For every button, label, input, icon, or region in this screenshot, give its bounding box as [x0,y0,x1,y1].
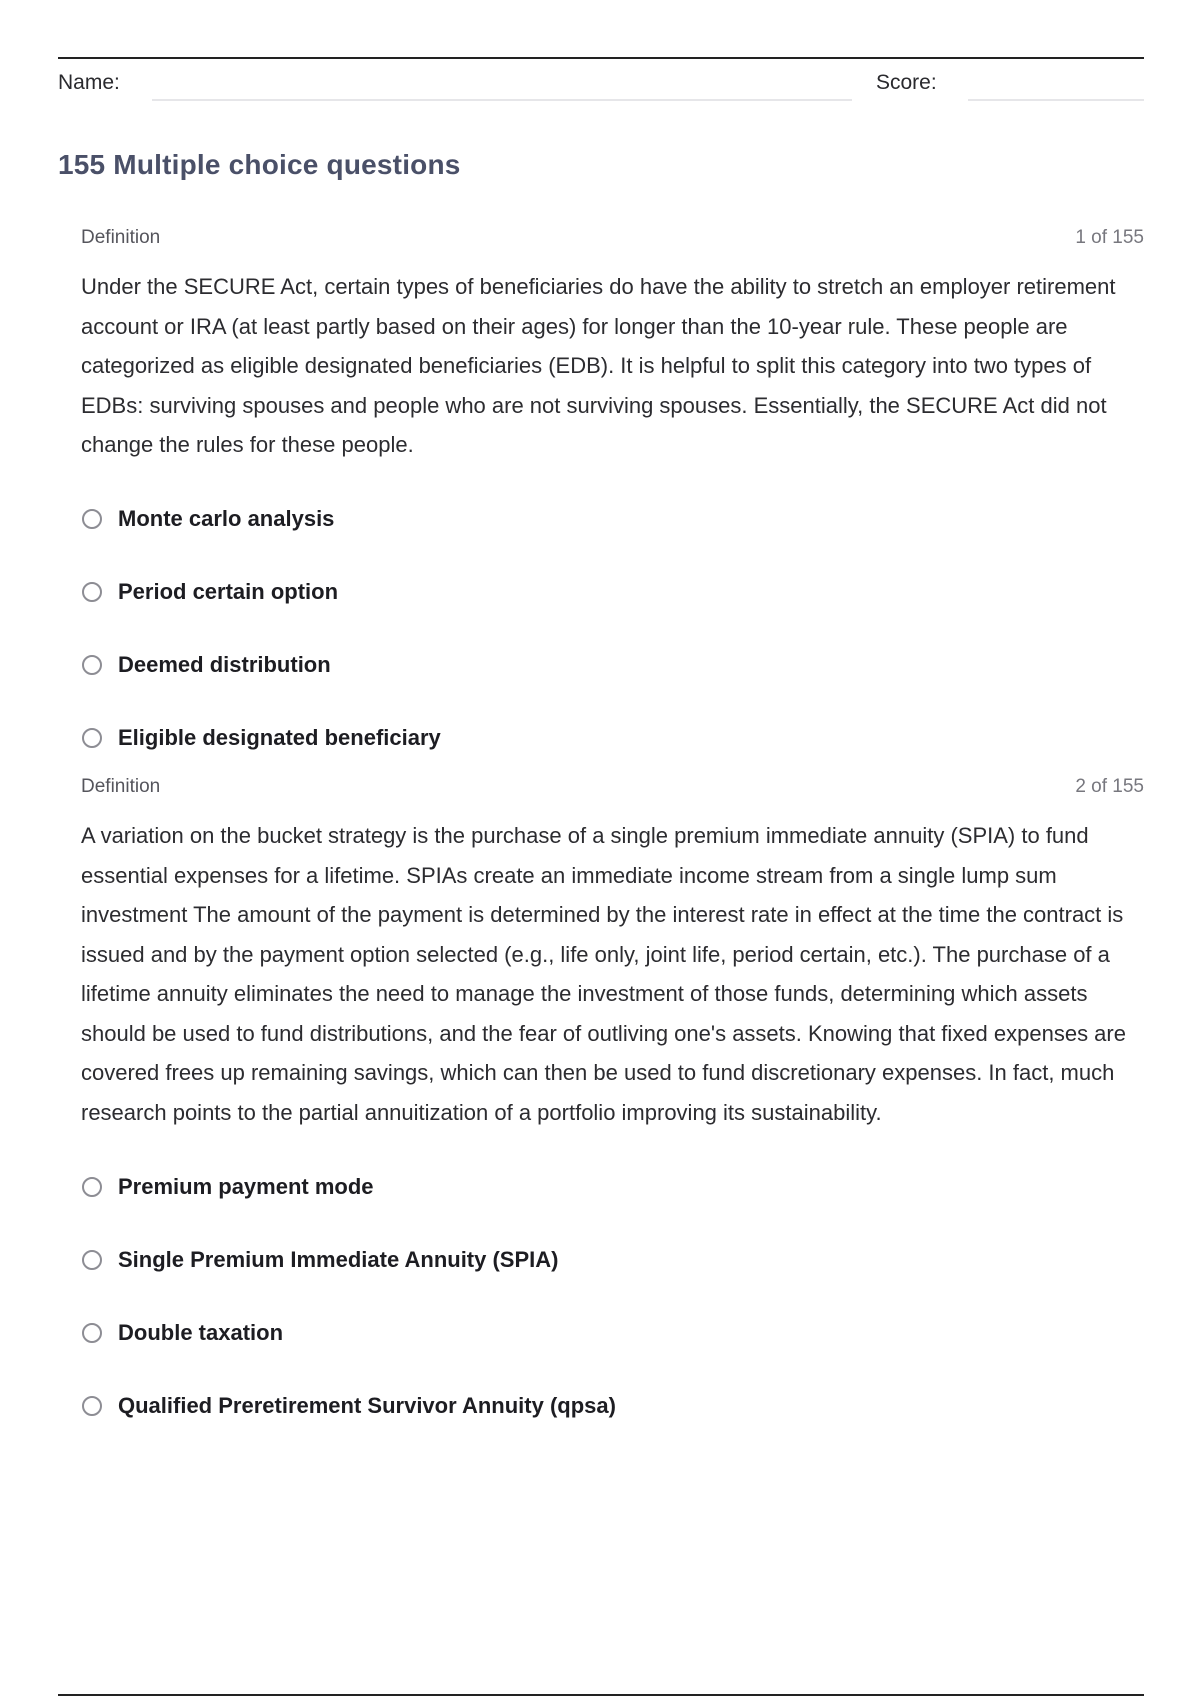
radio-button[interactable] [82,728,102,748]
question-text: A variation on the bucket strategy is the purchase of a single premium immediate annuity (SPIA) to fund essential expenses for a lifetime. SPIAs create an immediate income stream from a single lump sum investment The amount of the payment is determined by the interest rate in effect at the time the contract is issued and by the payment option selected (e.g., life only, joint life, period certain, etc.). The purchase of a lifetime annuity eliminates the need to manage the investment of those funds, determining which assets should be used to fund distributions, and the fear of outliving one's assets. Knowing that fixed expenses are covered frees up remaining savings, which can then be used to fund discretionary expenses. In fact, much research points to the partial annuitization of a portfolio improving its sustainability. [81,823,1126,1125]
answer-option[interactable] [81,556,1144,629]
radio-button[interactable] [82,655,102,675]
page-title: 155 Multiple choice questions [58,149,461,180]
name-field[interactable] [152,99,852,101]
radio-button[interactable] [82,1177,102,1197]
question-counter: 2 of 155 [1075,776,1144,797]
header-row [58,63,1144,103]
answer-option-label: Double taxation [118,1319,284,1345]
question-header [81,776,1144,806]
bottom-divider [58,1694,1144,1696]
question-text: Under the SECURE Act, certain types of beneficiaries do have the ability to stretch an employer retirement account or IRA (at least partly based on their ages) for longer than the 10-year rule. These people are categorized as eligible designated beneficiaries (EDB). It is helpful to split this category into two types of EDBs: surviving spouses and people who are not surviving spouses. Essentially, the SECURE Act did not change the rules for these people. [81,274,1116,457]
score-label: Score: [876,71,937,94]
radio-button[interactable] [82,582,102,602]
answer-option-label: Eligible designated beneficiary [118,725,441,750]
answer-option[interactable] [81,1223,1144,1296]
answer-option[interactable] [81,629,1144,702]
answer-options [81,1150,1144,1442]
answer-option-label: Premium payment mode [118,1173,374,1199]
answer-option[interactable] [81,1369,1144,1442]
answer-option-label: Deemed distribution [118,652,331,677]
worksheet-page [58,57,1144,1700]
question-counter: 1 of 155 [1075,227,1144,248]
question-2 [81,776,1144,1442]
radio-button[interactable] [82,1396,102,1416]
answer-option-label: Qualified Preretirement Survivor Annuity (qpsa) [118,1392,616,1418]
answer-option[interactable] [81,483,1144,556]
answer-option[interactable] [81,1296,1144,1369]
name-label: Name: [58,71,120,94]
question-type-label: Definition [81,776,161,797]
score-field[interactable] [968,99,1144,101]
answer-option[interactable] [81,702,1144,775]
answer-option[interactable] [81,1150,1144,1223]
answer-option-label: Period certain option [118,579,339,604]
radio-button[interactable] [82,509,102,529]
question-header [81,227,1144,257]
answer-options [81,483,1144,775]
question-1 [81,227,1144,775]
answer-option-label: Single Premium Immediate Annuity (SPIA) [118,1246,559,1272]
question-type-label: Definition [81,227,161,248]
radio-button[interactable] [82,1250,102,1270]
answer-option-label: Monte carlo analysis [118,506,335,531]
top-divider [58,57,1144,59]
radio-button[interactable] [82,1323,102,1343]
